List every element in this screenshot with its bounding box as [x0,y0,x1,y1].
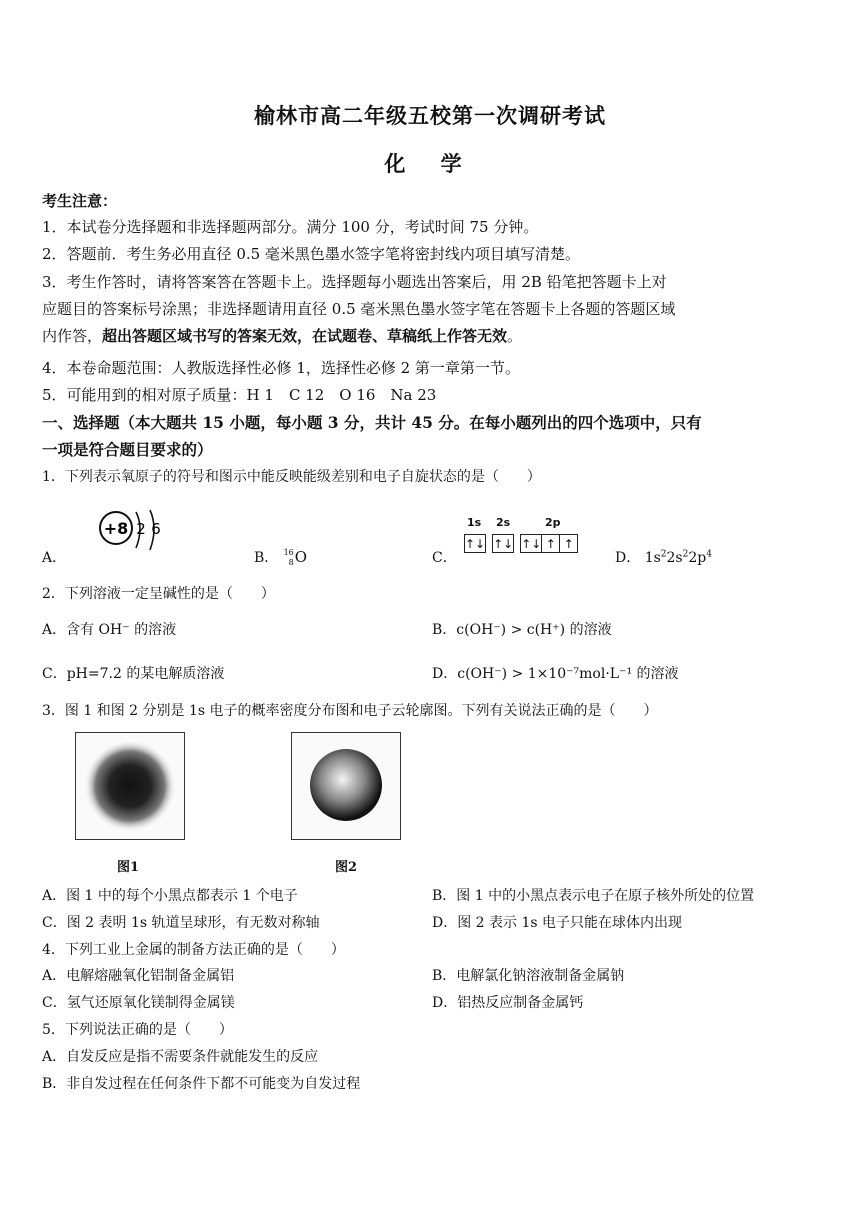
q3-stem: 3．图 1 和图 2 分别是 1s 电子的概率密度分布图和电子云轮廓图。下列有关说法正确的是（ ） [42,703,658,719]
q5-option-a: A．自发反应是指不需要条件就能发生的反应 [42,1049,319,1065]
element-symbol: O [294,548,308,566]
note-2: 2．答题前．考生务必用直径 0.5 毫米黑色墨水签字笔将密封线内项目填写清楚。 [42,245,580,263]
q1-stem: 1．下列表示氧原子的符号和图示中能反映能级差别和电子自旋状态的是（ ） [42,469,541,485]
q1-option-b-label: B． [254,550,279,566]
section-1-line1: 一、选择题（本大题共 15 小题，每小题 3 分，共计 45 分。在每小题列出的四个选项中，只有 [42,413,702,432]
q3-option-c: C．图 2 表明 1s 轨道呈球形，有无数对称轴 [42,915,320,931]
mass-number: 16 [283,548,294,557]
orbital-box-2p-2: ↑ [542,535,560,553]
config-2s: 2s [666,550,683,566]
shell-1-electrons: 2 [136,520,146,538]
q1-option-a-label: A． [42,550,67,566]
q2-option-c: C．pH=7.2 的某电解质溶液 [42,666,225,682]
note-5: 5．可能用到的相对原子质量：H 1 C 12 O 16 Na 23 [42,386,437,404]
note-3c [42,325,522,346]
figure-2-electron-cloud-outline [291,732,401,840]
q5-option-b: B．非自发过程在任何条件下都不可能变为自发过程 [42,1076,361,1092]
nucleus-charge: +8 [103,519,129,538]
q2-option-b: B．c(OH⁻) > c(H⁺) 的溶液 [432,622,612,638]
orbital-label-1s: 1s [467,516,482,529]
note-3a: 3．考生作答时，请将答案答在答题卡上。选择题每小题选出答案后，用 2B 铅笔把答题卡上对 [42,273,667,291]
orbital-box-2p-3: ↑ [560,535,578,553]
q4-option-b: B．电解氯化钠溶液制备金属钠 [432,968,625,984]
config-1s-count: 2 [660,549,667,560]
q1-option-d [615,547,712,567]
dot-cloud-image [76,733,184,839]
orbital-label-2s: 2s [496,516,511,529]
orbital-box-1s: ↑↓ [465,536,486,551]
note-4: 4．本卷命题范围：人教版选择性必修 1，选择性必修 2 第一章第一节。 [42,359,520,377]
sphere-image [292,733,400,839]
orbital-label-2p: 2p [545,516,561,529]
config-2p: 2p [688,550,707,566]
figure-2-caption: 图2 [335,860,358,875]
q1-atom-structure-diagram [92,504,182,554]
q4-stem: 4．下列工业上金属的制备方法正确的是（ ） [42,942,345,958]
note-3b: 应题目的答案标号涂黑；非选择题请用直径 0.5 毫米黑色墨水签字笔在答题卡上各题的答题区域 [42,300,676,318]
orbital-diagram [464,534,578,556]
q3-option-a: A．图 1 中的每个小黑点都表示 1 个电子 [42,888,298,904]
q1-option-c-label: C． [432,550,457,566]
q4-option-a: A．电解熔融氧化铝制备金属铝 [42,968,235,984]
q2-stem: 2．下列溶液一定呈碱性的是（ ） [42,586,275,602]
orbital-box-2s: ↑↓ [493,536,514,551]
note-1: 1．本试卷分选择题和非选择题两部分。满分 100 分，考试时间 75 分钟。 [42,218,539,236]
q3-option-d: D．图 2 表示 1s 电子只能在球体内出现 [432,915,683,931]
q2-option-a: A．含有 OH⁻ 的溶液 [42,622,177,638]
shell-2-electrons: 6 [151,520,161,538]
q2-option-d: D．c(OH⁻) > 1×10⁻⁷mol·L⁻¹ 的溶液 [432,666,679,682]
note-3c-bold: 超出答题区域书写的答案无效，在试题卷、草稿纸上作答无效 [102,327,508,345]
exam-title: 榆林市高二年级五校第一次调研考试 [254,103,606,128]
note-3c-plain: 内作答， [42,327,103,345]
note-3c-end: 。 [507,327,523,345]
q4-option-d: D．铝热反应制备金属钙 [432,995,584,1011]
q1-option-b [254,547,307,567]
config-2p-count: 4 [706,549,712,560]
subject-title: 化 学 [384,151,476,176]
q1-option-d-label: D． [615,550,641,566]
figure-1-caption: 图1 [117,860,140,875]
config-2s-count: 2 [682,549,689,560]
q4-option-c: C．氢气还原氧化镁制得金属镁 [42,995,235,1011]
figure-1-probability-density [75,732,185,840]
atomic-number: 8 [288,558,294,567]
notes-heading: 考生注意： [42,192,118,210]
orbital-box-2p-1: ↑↓ [521,536,542,551]
section-1-line2: 一项是符合题目要求的） [42,440,213,459]
config-1s: 1s [644,550,661,566]
q3-option-b: B．图 1 中的小黑点表示电子在原子核外所处的位置 [432,888,755,904]
isotope-numbers [283,549,295,567]
q5-stem: 5．下列说法正确的是（ ） [42,1022,233,1038]
